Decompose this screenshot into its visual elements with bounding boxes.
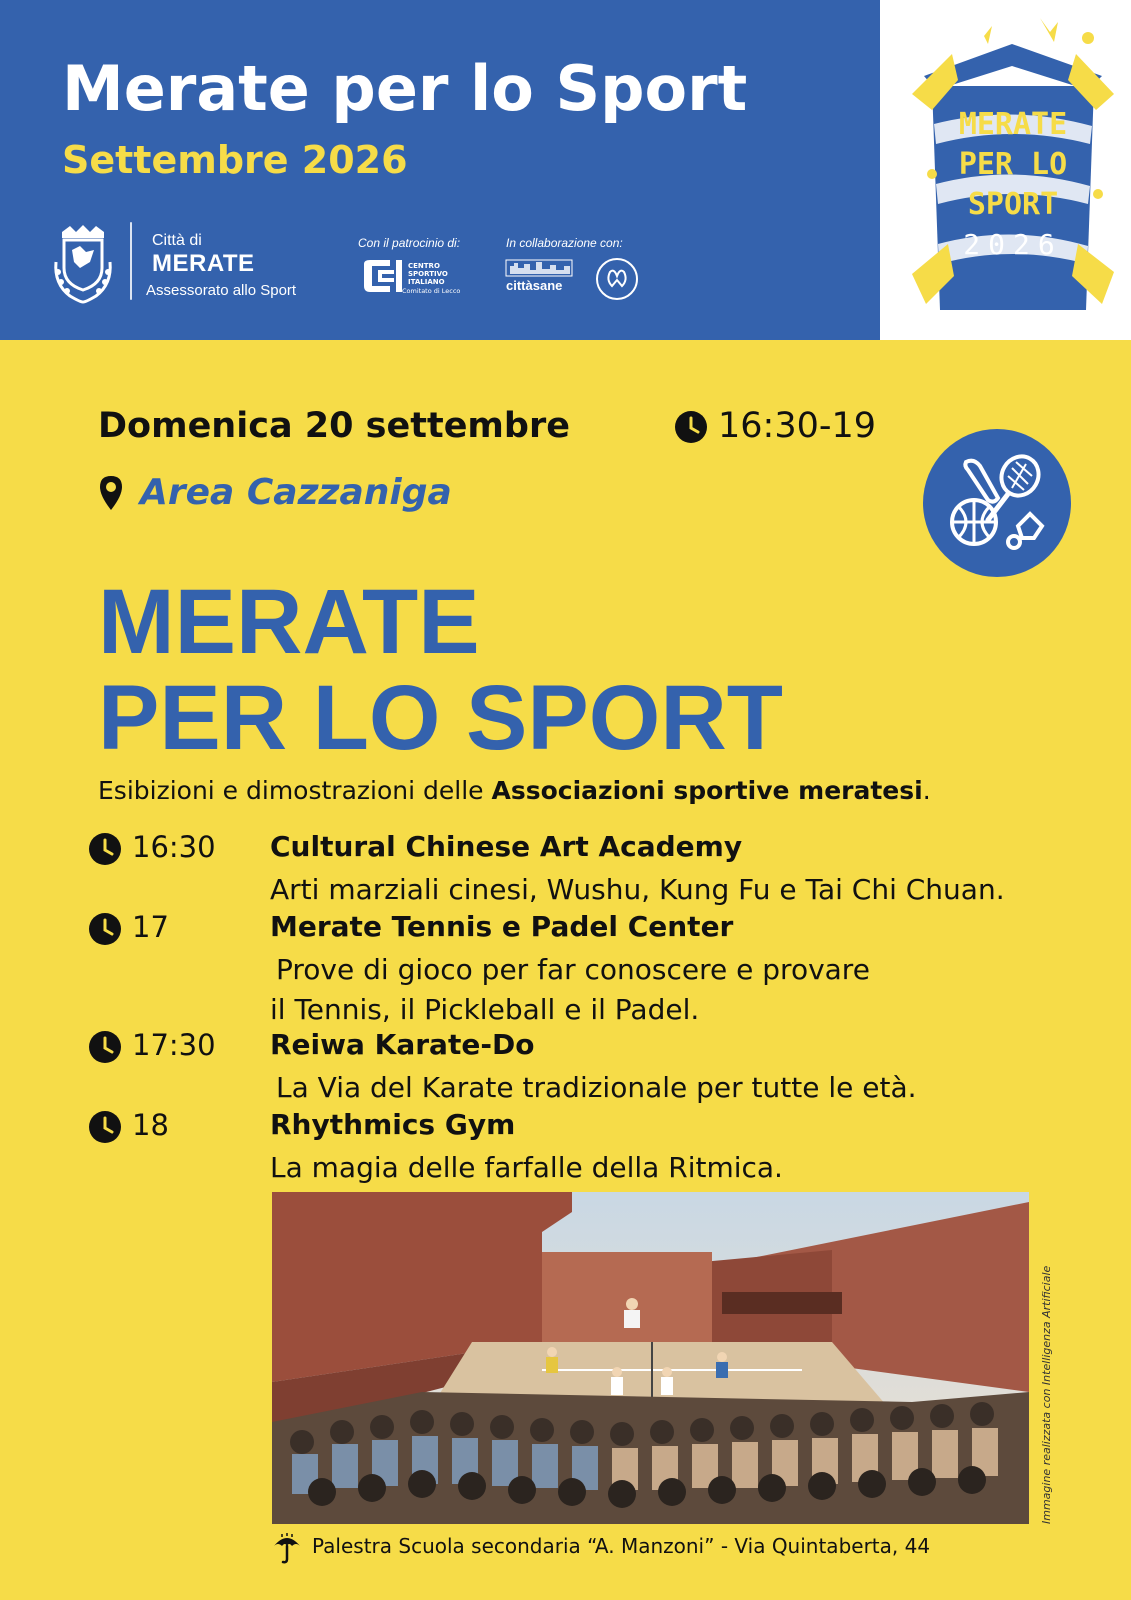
collaboration-label: In collaborazione con: (506, 236, 623, 250)
page-subtitle: Settembre 2026 (62, 138, 408, 182)
city-label-small: Città di (152, 232, 202, 249)
footer-address: Palestra Scuola secondaria “A. Manzoni” - Via Quintaberta, 44 (312, 1534, 931, 1558)
page-title: Merate per lo Sport (62, 52, 748, 125)
event-time: 16:30-19 (718, 406, 877, 446)
logo-divider (130, 222, 132, 300)
event-venue: Area Cazzaniga (140, 472, 452, 513)
schedule-time: 16:30 (132, 830, 216, 864)
event-logo-line-2: PER LO (958, 147, 1068, 182)
csi-text-3: ITALIANO (408, 278, 445, 286)
clock-icon (88, 1030, 122, 1064)
umbrella-icon (272, 1532, 302, 1564)
csi-text-1: CENTRO (408, 262, 440, 270)
schedule-desc: Arti marziali cinesi, Wushu, Kung Fu e Tai Chi Chuan. (270, 873, 1005, 906)
schedule-name: Reiwa Karate-Do (270, 1028, 535, 1061)
cittasane-text: cittàsane (506, 278, 563, 293)
schedule-desc: La Via del Karate tradizionale per tutte le età. (276, 1071, 917, 1104)
clock-icon (88, 1110, 122, 1144)
schedule-desc: La magia delle farfalle della Ritmica. (270, 1151, 783, 1184)
clock-icon (674, 410, 708, 444)
clock-icon (88, 832, 122, 866)
csi-logo (360, 256, 472, 296)
schedule-desc: il Tennis, il Pickleball e il Padel. (270, 993, 700, 1026)
event-logo-line-4: 2026 (963, 228, 1063, 261)
intro-bold: Associazioni sportive meratesi (491, 776, 923, 805)
event-illustration (272, 1192, 1029, 1524)
event-main-title (98, 571, 783, 769)
schedule-time: 17:30 (132, 1028, 216, 1062)
sports-badge-icon (922, 428, 1072, 578)
event-main-title-line-1: MERATE (98, 571, 480, 673)
association-circle-logo (594, 256, 640, 302)
header-band (0, 0, 880, 340)
csi-text-2: SPORTIVO (408, 270, 448, 278)
event-intro (98, 776, 931, 805)
ai-image-note: Immagine realizzata con Intelligenza Artificiale (1040, 1265, 1053, 1524)
schedule-name: Merate Tennis e Padel Center (270, 910, 734, 943)
schedule-name: Cultural Chinese Art Academy (270, 830, 743, 863)
event-main-title-line-2: PER LO SPORT (98, 667, 783, 769)
schedule-desc: Prove di gioco per far conoscere e provare (276, 953, 870, 986)
schedule-time: 18 (132, 1108, 169, 1142)
city-department: Assessorato allo Sport (146, 282, 297, 299)
cittasane-logo (504, 258, 576, 298)
event-logo-line-3: SPORT (967, 187, 1059, 222)
location-pin-icon (98, 474, 124, 512)
event-logo (912, 14, 1114, 326)
event-date: Domenica 20 settembre (98, 406, 570, 446)
city-crest-icon (50, 222, 116, 304)
clock-icon (88, 912, 122, 946)
schedule-name: Rhythmics Gym (270, 1108, 516, 1141)
intro-end: . (922, 776, 931, 805)
city-label-big: MERATE (152, 250, 255, 277)
schedule-time: 17 (132, 910, 169, 944)
event-logo-line-1: MERATE (958, 107, 1068, 142)
csi-text-4: Comitato di Lecco (402, 287, 461, 295)
patron-label: Con il patrocinio di: (358, 236, 461, 250)
intro-plain: Esibizioni e dimostrazioni delle (98, 776, 492, 805)
event-logo-panel (880, 0, 1131, 340)
